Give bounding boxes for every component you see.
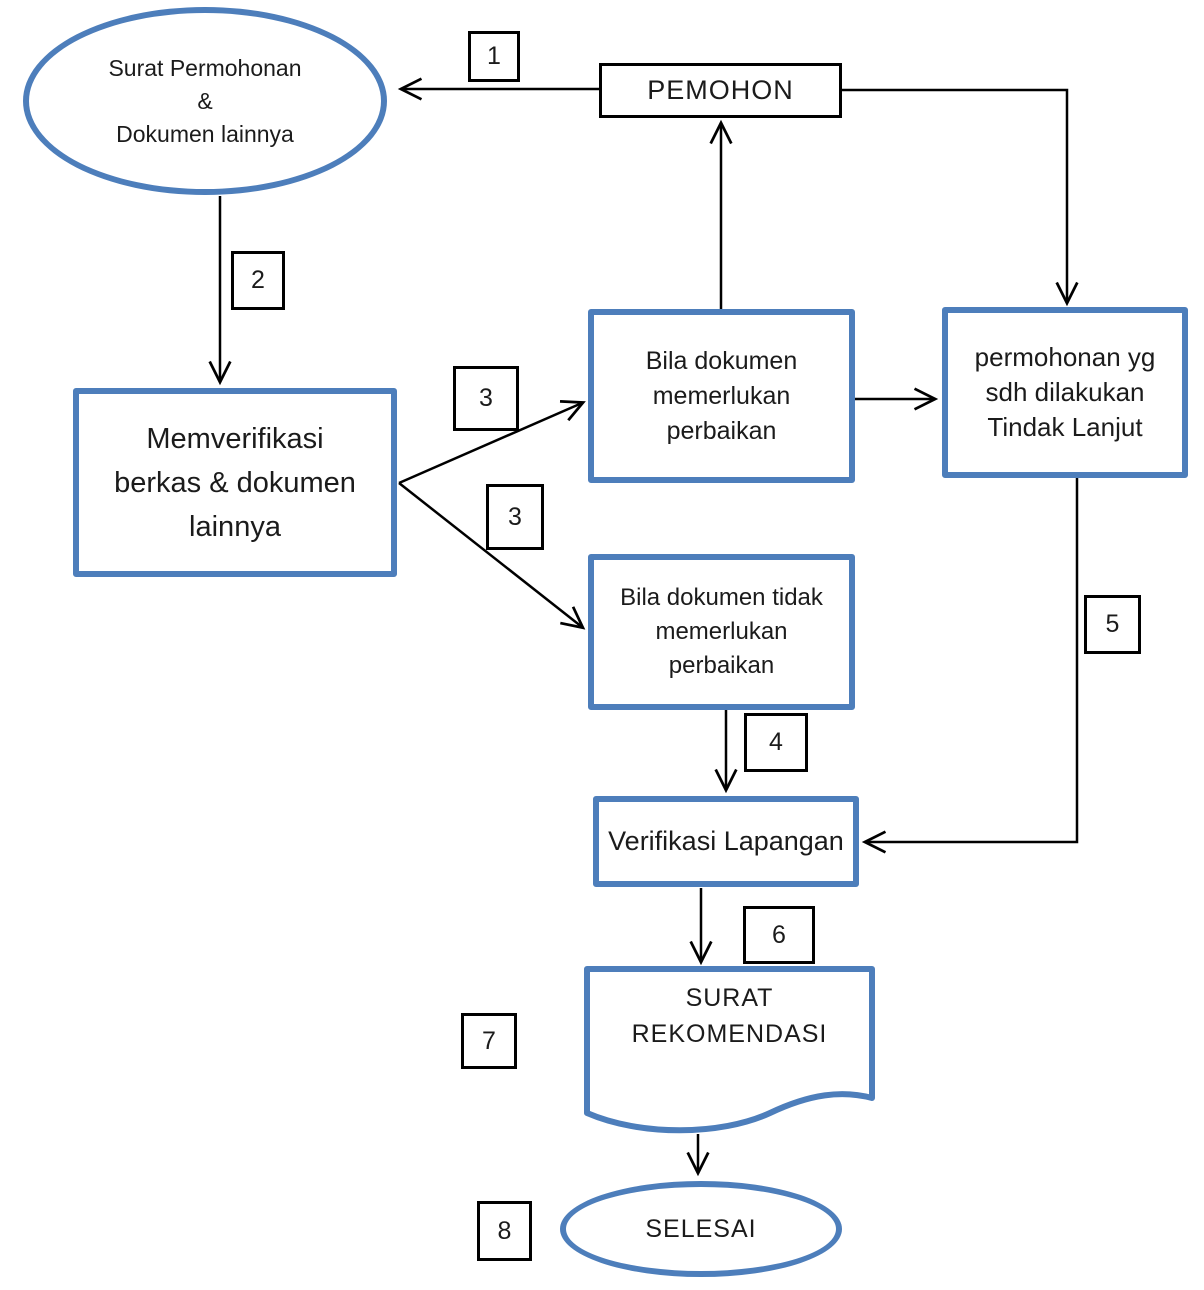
arrow-pemohon-to-tindaklanjut	[842, 90, 1067, 302]
node-perlu-perbaikan-line1: Bila dokumen	[645, 346, 798, 375]
node-selesai	[560, 1181, 842, 1277]
arrow-tindaklanjut-to-lapangan	[866, 478, 1077, 842]
node-verifikasi-berkas-line2: berkas & dokumen	[114, 466, 356, 499]
step-label-7	[461, 1013, 517, 1069]
step-label-1-text: 1	[487, 42, 501, 70]
node-verifikasi-berkas	[73, 388, 397, 577]
step-label-5	[1084, 595, 1141, 654]
node-pemohon	[599, 63, 842, 118]
node-start-ellipse	[23, 7, 387, 195]
step-label-1	[468, 31, 520, 82]
step-label-3a-text: 3	[479, 384, 493, 412]
node-start-line1: Surat Permohonan	[108, 54, 302, 81]
node-perlu-perbaikan-line2: memerlukan	[652, 381, 791, 410]
node-tindak-lanjut-line1: permohonan yg	[974, 342, 1156, 372]
node-tindak-lanjut-line3: Tindak Lanjut	[987, 412, 1143, 442]
step-label-7-text: 7	[482, 1026, 496, 1055]
node-tidak-perlu-line3: perbaikan	[668, 652, 775, 679]
node-perlu-perbaikan-line3: perbaikan	[666, 416, 777, 445]
node-tidak-perlu-line1: Bila dokumen tidak	[620, 584, 823, 611]
step-label-3b-text: 3	[508, 502, 522, 531]
step-label-6	[743, 906, 815, 964]
step-label-3a	[453, 366, 519, 431]
node-surat-line2: REKOMENDASI	[631, 1020, 828, 1048]
step-label-8	[477, 1201, 532, 1261]
step-label-2	[231, 251, 285, 310]
step-label-4	[744, 713, 808, 772]
node-tidak-perlu-perbaikan	[588, 554, 855, 710]
step-label-6-text: 6	[772, 920, 786, 949]
node-surat-rekomendasi	[587, 978, 872, 1054]
step-label-5-text: 5	[1105, 610, 1120, 638]
node-start-line2: &	[197, 87, 213, 114]
node-surat-line1: SURAT	[685, 984, 774, 1012]
node-start-line3: Dokumen lainnya	[116, 120, 294, 147]
node-verifikasi-berkas-line3: lainnya	[189, 510, 281, 543]
step-label-3b	[486, 484, 544, 550]
step-label-2-text: 2	[251, 266, 265, 294]
step-label-8-text: 8	[497, 1216, 512, 1245]
step-label-4-text: 4	[769, 728, 783, 756]
node-tindak-lanjut	[942, 307, 1188, 478]
node-pemohon-label: PEMOHON	[647, 75, 794, 105]
node-verifikasi-lapangan	[593, 796, 859, 887]
node-perlu-perbaikan	[588, 309, 855, 483]
node-verifikasi-berkas-line1: Memverifikasi	[146, 422, 324, 455]
node-verifikasi-lapangan-label: Verifikasi Lapangan	[608, 826, 844, 856]
node-selesai-label: SELESAI	[645, 1214, 757, 1243]
node-tindak-lanjut-line2: sdh dilakukan	[985, 377, 1145, 407]
node-tidak-perlu-line2: memerlukan	[655, 618, 788, 645]
